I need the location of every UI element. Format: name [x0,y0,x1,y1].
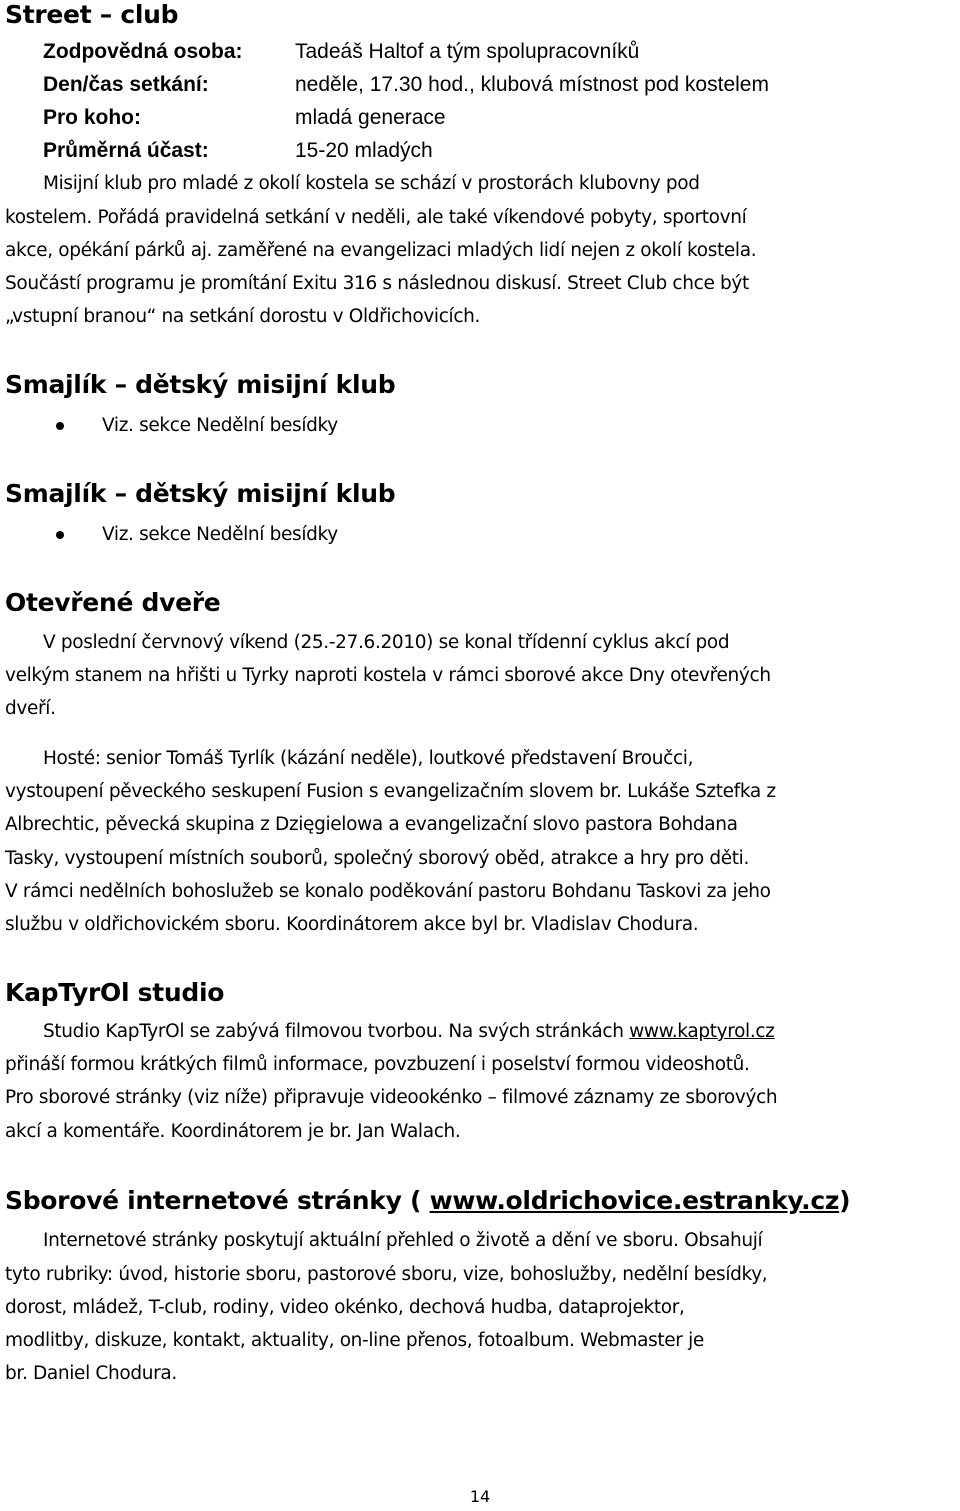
section-title-smajlik: Smajlík – dětský misijní klub [5,479,396,508]
title-text: ) [839,1186,851,1215]
info-label: Pro koho: [43,106,141,129]
section-title-street-club: Street – club [5,0,179,29]
bullet-icon [56,531,64,539]
paragraph-line: Misijní klub pro mladé z okolí kostela se schází v prostorách klubovny pod [43,173,700,194]
list-item-text: Viz. sekce Nedělní besídky [102,524,338,545]
paragraph-line: modlitby, diskuze, kontakt, aktuality, on-line přenos, fotoalbum. Webmaster je [5,1330,704,1351]
paragraph-line [43,1015,775,1048]
paragraph-line: dveří. [5,698,56,719]
list-item-text: Viz. sekce Nedělní besídky [102,415,338,436]
info-label: Zodpovědná osoba: [43,40,243,63]
kaptyrol-link[interactable]: www.kaptyrol.cz [629,1021,775,1042]
paragraph-line: Součástí programu je promítání Exitu 316 s následnou diskusí. Street Club chce být [5,273,749,294]
section-title-smajlik: Smajlík – dětský misijní klub [5,370,396,399]
info-value: Tadeáš Haltof a tým spolupracovníků [295,40,640,63]
paragraph-line: akce, opékání párků aj. zaměřené na evangelizaci mladých lidí nejen z okolí kostela. [5,240,757,261]
paragraph-line: velkým stanem na hřišti u Tyrky naproti kostela v rámci sborové akce Dny otevřených [5,665,771,686]
info-value: mladá generace [295,106,446,129]
website-link[interactable]: www.oldrichovice.estranky.cz [429,1186,840,1215]
info-label: Den/čas setkání: [43,73,209,96]
paragraph-line: Pro sborové stránky (viz níže) připravuje videookénko – filmové záznamy ze sborových [5,1087,778,1108]
paragraph-line: kostelem. Pořádá pravidelná setkání v neděli, ale také víkendové pobyty, sportovní [5,207,747,228]
info-value: 15-20 mladých [295,139,433,162]
paragraph-line: dorost, mládež, T-club, rodiny, video okénko, dechová hudba, dataprojektor, [5,1297,685,1318]
page-number: 14 [469,1487,491,1506]
paragraph-line: Tasky, vystoupení místních souborů, společný sborový oběd, atrakce a hry pro děti. [5,848,750,869]
paragraph-text: Studio KapTyrOl se zabývá filmovou tvorbou. Na svých stránkách [43,1021,630,1042]
paragraph-line: Albrechtic, pěvecká skupina z Dzięgielowa a evangelizační slovo pastora Bohdana [5,814,738,835]
paragraph-line: „vstupní branou“ na setkání dorostu v Oldřichovicích. [5,306,481,327]
paragraph-line: V poslední červnový víkend (25.-27.6.2010) se konal třídenní cyklus akcí pod [43,632,730,653]
paragraph-line: br. Daniel Chodura. [5,1363,177,1384]
paragraph-line: Hosté: senior Tomáš Tyrlík (kázání neděle), loutkové představení Broučci, [43,748,694,769]
paragraph-line: přináší formou krátkých filmů informace, povzbuzení i poselství formou videoshotů. [5,1054,750,1075]
paragraph-line: službu v oldřichovickém sboru. Koordinátorem akce byl br. Vladislav Chodura. [5,914,699,935]
section-title-open-doors: Otevřené dveře [5,588,221,617]
info-label: Průměrná účast: [43,139,209,162]
section-title-kaptyrol: KapTyrOl studio [5,978,225,1007]
title-text: Sborové internetové stránky ( [5,1186,430,1215]
bullet-icon [56,422,64,430]
info-value: neděle, 17.30 hod., klubová místnost pod kostelem [295,73,769,96]
paragraph-line: V rámci nedělních bohoslužeb se konalo poděkování pastoru Bohdanu Taskovi za jeho [5,881,771,902]
section-title-website [5,1186,850,1215]
paragraph-line: akcí a komentáře. Koordinátorem je br. Jan Walach. [5,1121,461,1142]
paragraph-line: vystoupení pěveckého seskupení Fusion s evangelizačním slovem br. Lukáše Sztefka z [5,781,776,802]
paragraph-line: Internetové stránky poskytují aktuální přehled o životě a dění ve sboru. Obsahují [43,1230,763,1251]
paragraph-line: tyto rubriky: úvod, historie sboru, pastorové sboru, vize, bohoslužby, nedělní besídky, [5,1264,768,1285]
